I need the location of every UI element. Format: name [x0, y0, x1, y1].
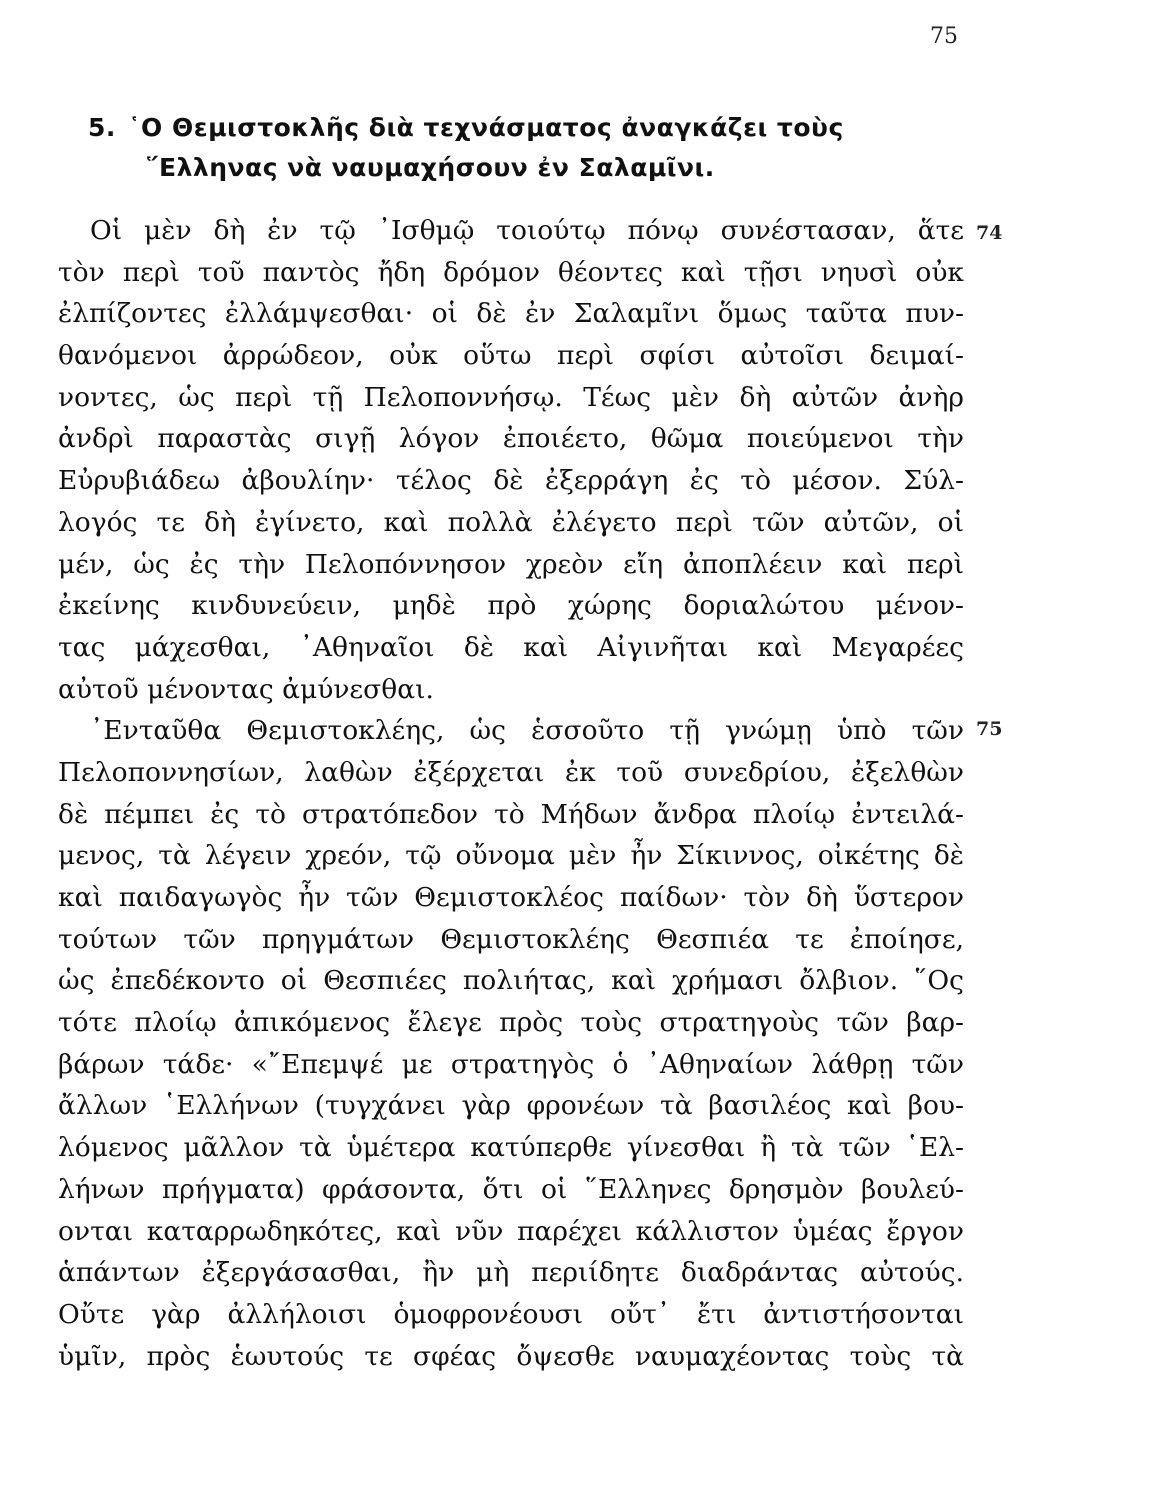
text-line: καὶ παιδαγωγὸς ἦν τῶν Θεμιστοκλέος παίδων· τὸν δὴ ὕστερον	[58, 882, 964, 913]
text-line: Οἱ μὲν δὴ ἐν τῷ ᾿Ισθμῷ τοιούτῳ πόνῳ συνέστασαν, ἅτε	[90, 215, 964, 246]
section-number: 5.	[88, 113, 116, 142]
body-text	[58, 210, 964, 1377]
text-line: ἁπάντων ἐξεργάσασθαι, ἢν μὴ περιίδητε διαδράντας αὐτούς.	[58, 1257, 964, 1289]
section-title-line-2: ῞Ελληνας νὰ ναυμαχήσουν ἐν Σαλαμῖνι.	[146, 153, 715, 182]
text-line: ᾿Ενταῦθα Θεμιστοκλέης, ὡς ἑσσοῦτο τῇ γνώμῃ ὑπὸ τῶν	[90, 715, 964, 747]
text-line: ἄλλων ῾Ελλήνων (τυγχάνει γὰρ φρονέων τὰ βασιλέος καὶ βου-	[58, 1090, 964, 1122]
margin-section-number: 74	[976, 222, 1003, 244]
paragraph	[58, 210, 964, 710]
text-line: βάρων τάδε· «῎Επεμψέ με στρατηγὸς ὁ ᾿Αθηναίων λάθρῃ τῶν	[58, 1048, 964, 1080]
text-line: νοντες, ὡς περὶ τῇ Πελοποννήσῳ. Τέως μὲν δὴ αὐτῶν ἀνὴρ	[58, 381, 964, 413]
text-line: δὲ πέμπει ἐς τὸ στρατόπεδον τὸ Μήδων ἄνδρα πλοίῳ ἐντειλά-	[58, 798, 964, 830]
text-line: Πελοποννησίων, λαθὼν ἐξέρχεται ἐκ τοῦ συνεδρίου, ἐξελθὼν	[58, 756, 964, 788]
text-line: ὡς ἐπεδέκοντο οἱ Θεσπιέες πολιήτας, καὶ χρήμασι ὄλβιον. ῞Ος	[58, 965, 964, 997]
section-heading	[88, 108, 948, 188]
text-line: ὑμῖν, πρὸς ἑωυτούς τε σφέας ὄψεσθε ναυμαχέοντας τοὺς τὰ	[58, 1340, 964, 1372]
section-title-line-1: ῾Ο Θεμιστοκλῆς διὰ τεχνάσματος ἀναγκάζει τοὺς	[128, 113, 844, 142]
text-line: λογός τε δὴ ἐγίνετο, καὶ πολλὰ ἐλέγετο περὶ τῶν αὐτῶν, οἱ	[58, 506, 964, 538]
text-line: Εὐρυβιάδεω ἀβουλίην· τέλος δὲ ἐξερράγη ἐς τὸ μέσον. Σύλ-	[58, 465, 964, 497]
text-line: ονται καταρρωδηκότες, καὶ νῦν παρέχει κάλλιστον ὑμέας ἔργον	[58, 1215, 964, 1247]
text-line: θανόμενοι ἀρρώδεον, οὐκ οὕτω περὶ σφίσι αὐτοῖσι δειμαί-	[58, 340, 964, 372]
text-line: ἀνδρὶ παραστὰς σιγῇ λόγον ἐποιέετο, θῶμα ποιεύμενοι τὴν	[58, 423, 964, 455]
text-line: λήνων πρήγματα) φράσοντα, ὅτι οἱ ῞Ελληνες δρησμὸν βουλεύ-	[58, 1173, 964, 1205]
text-line: τότε πλοίῳ ἀπικόμενος ἔλεγε πρὸς τοὺς στρατηγοὺς τῶν βαρ-	[58, 1007, 964, 1039]
margin-section-number: 75	[976, 718, 1003, 740]
text-line: τούτων τῶν πρηγμάτων Θεμιστοκλέης Θεσπιέα τε ἐποίησε,	[58, 923, 964, 955]
text-line: ἐκείνης κινδυνεύειν, μηδὲ πρὸ χώρης δοριαλώτου μένον-	[58, 590, 964, 622]
text-line: αὐτοῦ μένοντας ἀμύνεσθαι.	[58, 673, 434, 705]
text-line: λόμενος μᾶλλον τὰ ὑμέτερα κατύπερθε γίνεσθαι ἢ τὰ τῶν ῾Ελ-	[58, 1132, 964, 1164]
text-line: τας μάχεσθαι, ᾿Αθηναῖοι δὲ καὶ Αἰγινῆται καὶ Μεγαρέες	[58, 631, 964, 663]
text-line: μέν, ὡς ἐς τὴν Πελοπόννησον χρεὸν εἴη ἀποπλέειν καὶ περὶ	[58, 548, 964, 580]
text-line: Οὔτε γὰρ ἀλλήλοισι ὁμοφρονέουσι οὔτ᾿ ἔτι ἀντιστήσονται	[58, 1298, 964, 1330]
page-number: 75	[930, 24, 958, 49]
paragraph	[58, 710, 964, 1377]
text-line: τὸν περὶ τοῦ παντὸς ἤδη δρόμον θέοντες καὶ τῇσι νηυσὶ οὐκ	[58, 256, 964, 288]
text-line: μενος, τὰ λέγειν χρεόν, τῷ οὔνομα μὲν ἦν Σίκιννος, οἰκέτης δὲ	[58, 840, 964, 872]
text-line: ἐλπίζοντες ἐλλάμψεσθαι· οἱ δὲ ἐν Σαλαμῖνι ὅμως ταῦτα πυν-	[58, 298, 964, 330]
